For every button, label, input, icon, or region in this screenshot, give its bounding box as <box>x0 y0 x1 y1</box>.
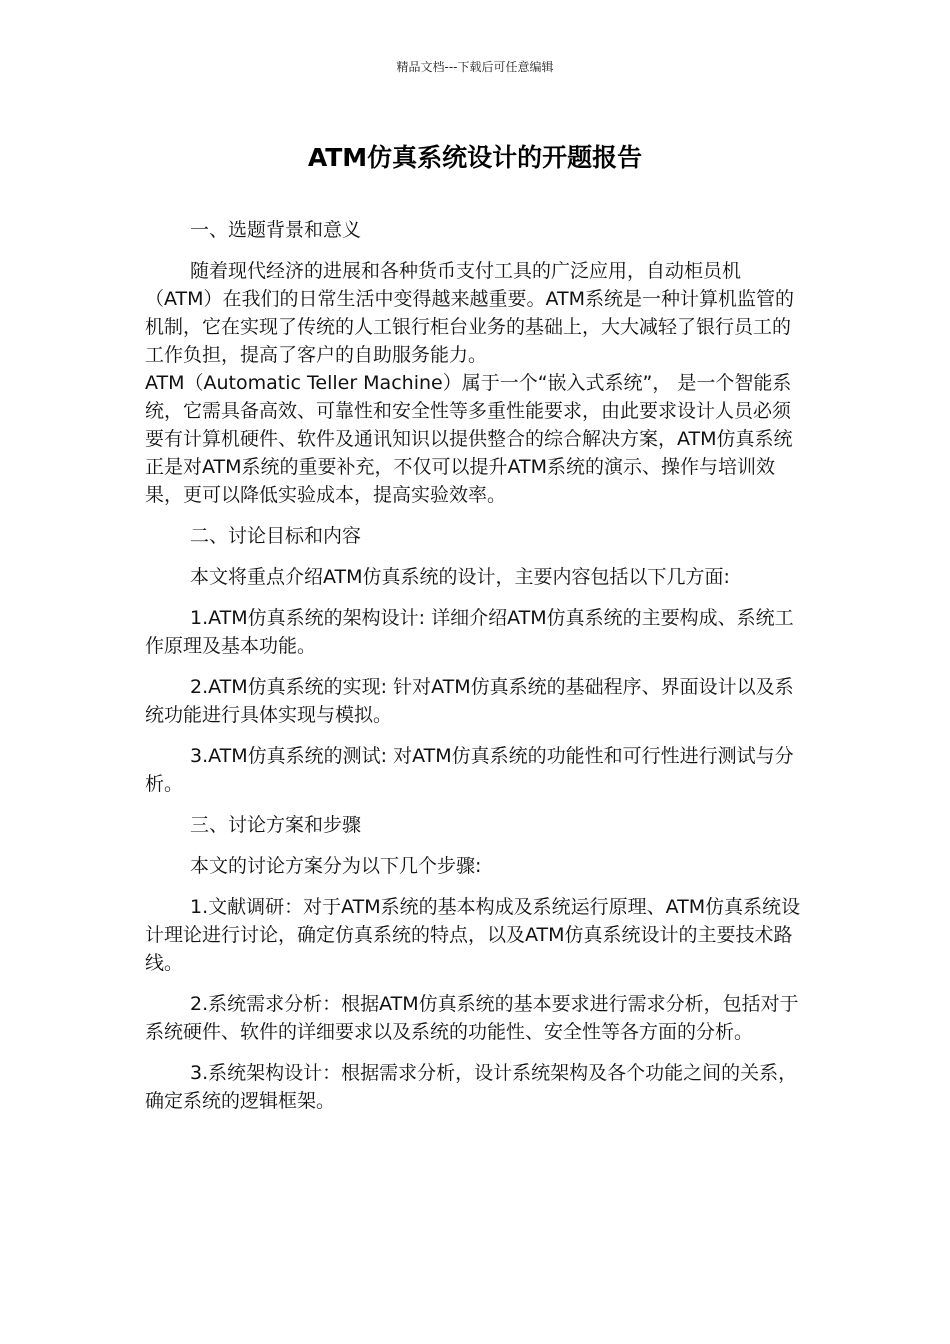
paragraph-goals-intro: 本文将重点介绍ATM仿真系统的设计，主要内容包括以下几方面: <box>190 566 730 588</box>
paragraph-background: 随着现代经济的进展和各种货币支付工具的广泛应用，自动柜员机（ATM）在我们的日常生活中变得越来越重要。ATM系统是一种计算机监管的机制，它在实现了传统的人工银行柜台业务的基础上，大大减轻了银行员工的工作负担，提高了客户的自助服务能力。 <box>145 260 795 366</box>
list-item-architecture-design: 3.系统架构设计：根据需求分析，设计系统架构及各个功能之间的关系，确定系统的逻辑框架。 <box>145 1062 798 1112</box>
paragraph-atm-definition: ATM（Automatic Teller Machine）属于一个“嵌入式系统”， 是一个智能系统，它需具备高效、可靠性和安全性等多重性能要求，由此要求设计人员必须要有计算机硬件、软件及通讯知识以提供整合的综合解决方案，ATM仿真系统正是对ATM系统的重要补充，不仅可以提升ATM系统的演示、操作与培训效果，更可以降低实验成本，提高实验效率。 <box>145 372 793 506</box>
section-heading-3: 三、讨论方案和步骤 <box>190 814 362 836</box>
list-item-architecture: 1.ATM仿真系统的架构设计: 详细介绍ATM仿真系统的主要构成、系统工作原理及基本功能。 <box>145 607 794 657</box>
paragraph-plan-intro: 本文的讨论方案分为以下几个步骤: <box>190 855 482 877</box>
list-item-literature-review: 1.文献调研：对于ATM系统的基本构成及系统运行原理、ATM仿真系统设计理论进行讨论，确定仿真系统的特点，以及ATM仿真系统设计的主要技术路线。 <box>145 896 801 974</box>
section-heading-2: 二、讨论目标和内容 <box>190 525 362 547</box>
section-heading-1: 一、选题背景和意义 <box>190 219 362 241</box>
list-item-requirements: 2.系统需求分析：根据ATM仿真系统的基本要求进行需求分析，包括对于系统硬件、软件的详细要求以及系统的功能性、安全性等各方面的分析。 <box>145 993 799 1043</box>
list-item-testing: 3.ATM仿真系统的测试: 对ATM仿真系统的功能性和可行性进行测试与分析。 <box>145 745 794 795</box>
list-item-implementation: 2.ATM仿真系统的实现: 针对ATM仿真系统的基础程序、界面设计以及系统功能进行具体实现与模拟。 <box>145 676 794 726</box>
document-title: ATM仿真系统设计的开题报告 <box>307 143 643 172</box>
document-body <box>145 216 805 1115</box>
page-header: 精品文档---下载后可任意编辑 <box>396 60 554 74</box>
